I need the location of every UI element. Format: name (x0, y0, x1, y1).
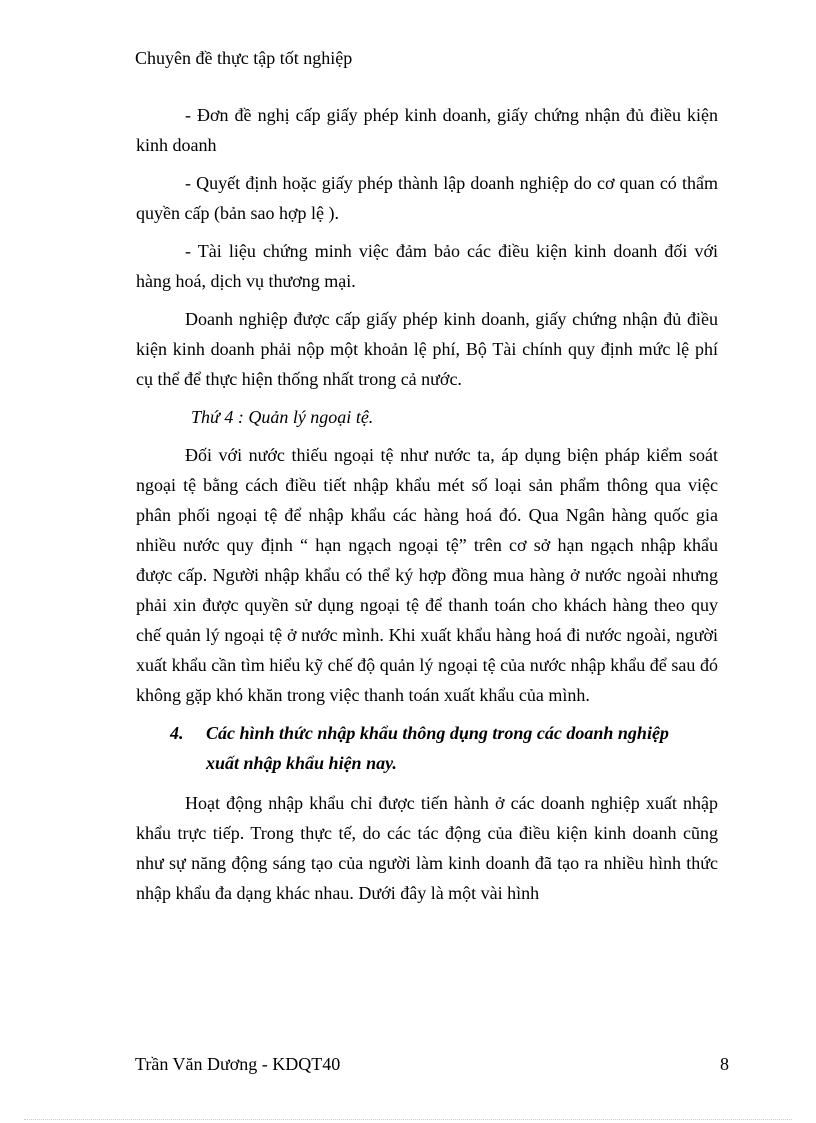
section-heading-line1: Các hình thức nhập khẩu thông dụng trong các doanh nghiệp (206, 723, 669, 743)
subheading-foreign-currency: Thứ 4 : Quản lý ngoại tệ. (191, 407, 374, 427)
page-bottom-divider (24, 1119, 792, 1120)
body-text (136, 100, 718, 916)
paragraph-foreign-currency: Đối với nước thiếu ngoại tệ như nước ta, áp dụng biện pháp kiểm soát ngoại tệ bằng cách điều tiết nhập khẩu mét số loại sản phẩm thông qua việc phân phối ngoại tệ để nhập khẩu các hàng hoá đó. Qua Ngân hàng quốc gia nhiều nước quy định “ hạn ngạch ngoại tệ” trên cơ sở hạn ngạch nhập khẩu được cấp. Người nhập khẩu có thể ký hợp đồng mua hàng ở nước ngoài nhưng phải xin được quyền sử dụng ngoại tệ để thanh toán cho khách hàng theo quy chế quản lý ngoại tệ ở nước mình. Khi xuất khẩu hàng hoá đi nước ngoài, người xuất khẩu cần tìm hiểu kỹ chế độ quản lý ngoại tệ của nước nhập khẩu để sau đó không gặp khó khăn trong việc thanh toán xuất khẩu của mình. (136, 445, 718, 705)
paragraph-bullet-application: - Đơn đề nghị cấp giấy phép kinh doanh, giấy chứng nhận đủ điều kiện kinh doanh (136, 105, 718, 155)
paragraph-bullet-decision: - Quyết định hoặc giấy phép thành lập doanh nghiệp do cơ quan có thẩm quyền cấp (bản sao hợp lệ ). (136, 173, 718, 223)
page-header-title: Chuyên đề thực tập tốt nghiệp (135, 48, 353, 68)
section-heading-line2: xuất nhập khẩu hiện nay. (206, 753, 397, 773)
footer-author: Trần Văn Dương - KDQT40 (135, 1054, 341, 1074)
paragraph-bullet-documents: - Tài liệu chứng minh việc đảm bảo các điều kiện kinh doanh đối với hàng hoá, dịch vụ thương mại. (136, 241, 718, 291)
paragraph-fee: Doanh nghiệp được cấp giấy phép kinh doanh, giấy chứng nhận đủ điều kiện kinh doanh phải nộp một khoản lệ phí, Bộ Tài chính quy định mức lệ phí cụ thể để thực hiện thống nhất trong cả nước. (136, 309, 718, 389)
paragraph-import-forms: Hoạt động nhập khẩu chỉ được tiến hành ở các doanh nghiệp xuất nhập khẩu trực tiếp. Trong thực tế, do các tác động của điều kiện kinh doanh cũng như sự năng động sáng tạo của người làm kinh doanh đã tạo ra nhiều hình thức nhập khẩu đa dạng khác nhau. Dưới đây là một vài hình (136, 793, 718, 903)
section-heading (136, 718, 718, 778)
page-number: 8 (720, 1054, 729, 1074)
section-heading-number: 4. (170, 723, 184, 743)
